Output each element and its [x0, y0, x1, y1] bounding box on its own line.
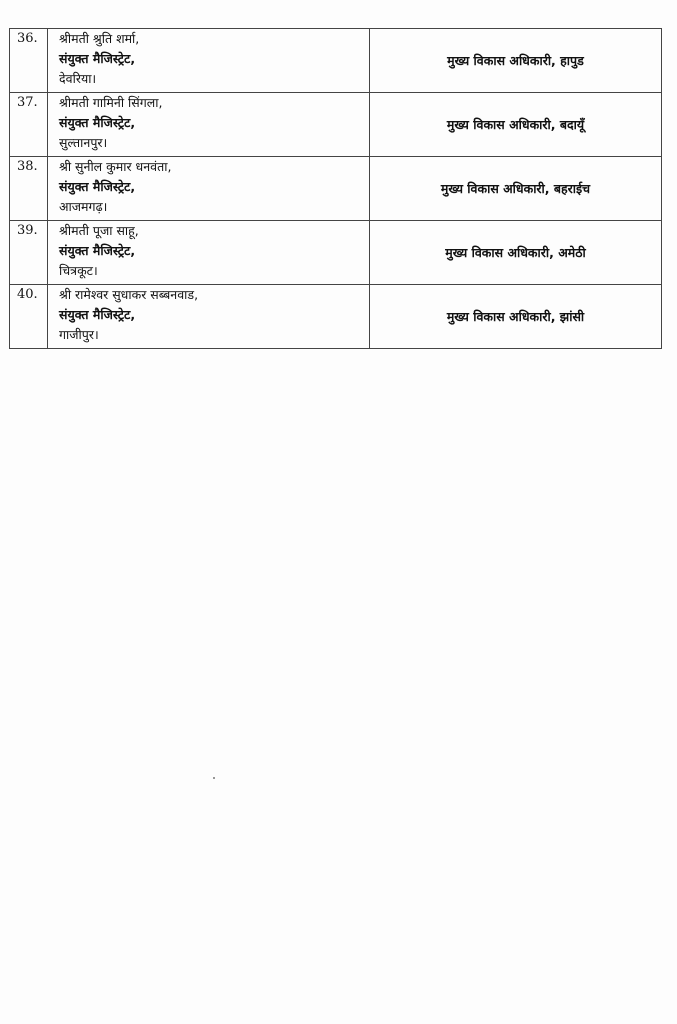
- officer-details: [48, 29, 370, 93]
- transfer-table: [9, 28, 662, 349]
- officer-designation: संयुक्त मैजिस्ट्रेट,: [59, 307, 136, 322]
- table-row: [10, 29, 662, 93]
- scan-speck: [213, 777, 215, 779]
- new-posting: मुख्य विकास अधिकारी, झांसी: [370, 285, 662, 349]
- new-posting: मुख्य विकास अधिकारी, बदायूँ: [370, 93, 662, 157]
- new-posting: मुख्य विकास अधिकारी, हापुड: [370, 29, 662, 93]
- table-row: [10, 285, 662, 349]
- officer-place: सुल्तानपुर।: [59, 135, 108, 150]
- officer-designation: संयुक्त मैजिस्ट्रेट,: [59, 115, 136, 130]
- table-row: [10, 157, 662, 221]
- officer-designation: संयुक्त मैजिस्ट्रेट,: [59, 179, 136, 194]
- officer-name: श्री रामेश्वर सुधाकर सब्बनवाड,: [59, 287, 199, 302]
- serial-number: 40.: [10, 285, 48, 349]
- serial-number: 37.: [10, 93, 48, 157]
- officer-place: चित्रकूट।: [59, 263, 98, 278]
- officer-details: [48, 221, 370, 285]
- serial-number: 36.: [10, 29, 48, 93]
- officer-name: श्रीमती गामिनी सिंगला,: [59, 95, 163, 110]
- table-row: [10, 93, 662, 157]
- officer-name: श्रीमती श्रुति शर्मा,: [59, 31, 140, 46]
- officer-name: श्री सुनील कुमार धनवंता,: [59, 159, 172, 174]
- officer-place: गाजीपुर।: [59, 327, 99, 342]
- officer-place: आजमगढ़।: [59, 199, 108, 214]
- officer-designation: संयुक्त मैजिस्ट्रेट,: [59, 243, 136, 258]
- table-row: [10, 221, 662, 285]
- officer-designation: संयुक्त मैजिस्ट्रेट,: [59, 51, 136, 66]
- serial-number: 38.: [10, 157, 48, 221]
- new-posting: मुख्य विकास अधिकारी, अमेठी: [370, 221, 662, 285]
- serial-number: 39.: [10, 221, 48, 285]
- new-posting: मुख्य विकास अधिकारी, बहराईच: [370, 157, 662, 221]
- officer-details: [48, 93, 370, 157]
- officer-details: [48, 157, 370, 221]
- officer-place: देवरिया।: [59, 71, 97, 86]
- officer-details: [48, 285, 370, 349]
- officer-name: श्रीमती पूजा साहू,: [59, 223, 139, 238]
